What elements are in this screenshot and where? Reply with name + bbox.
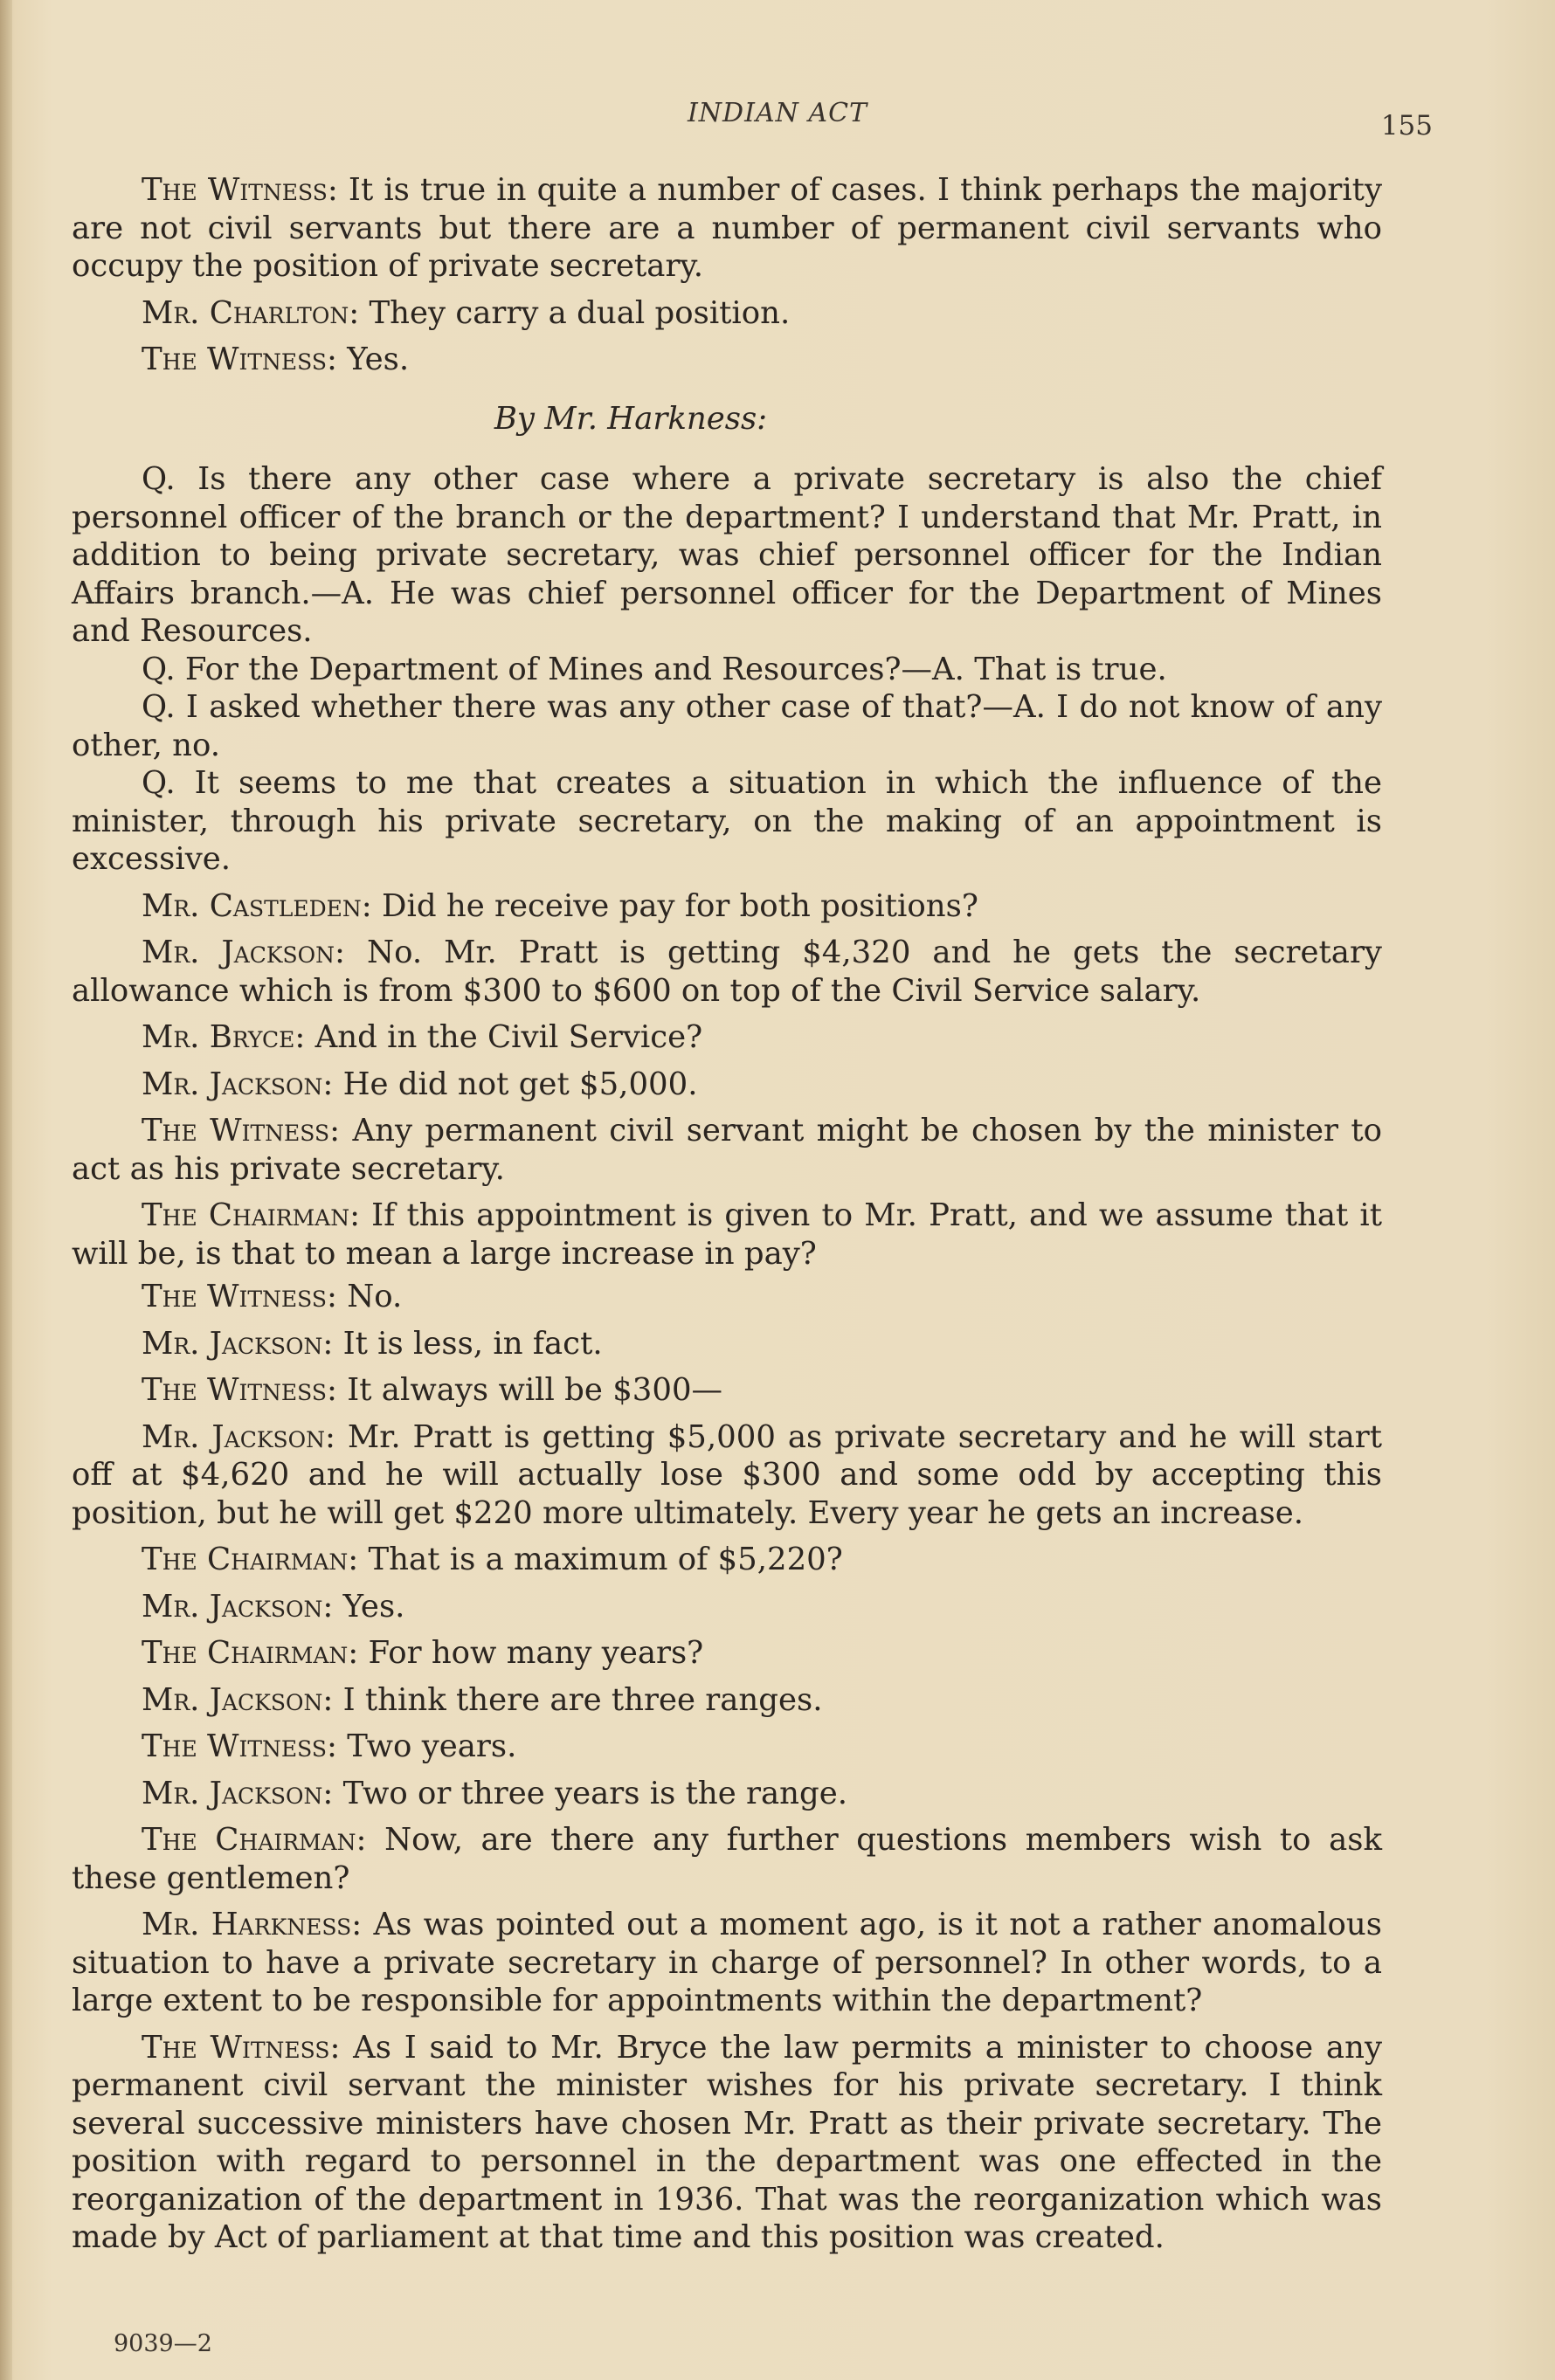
paragraph: [72, 1541, 1382, 1579]
speaker-name: Mr. Jackson:: [142, 1325, 334, 1362]
speaker-name: Mr. Jackson:: [142, 1418, 335, 1455]
paragraph: [72, 1197, 1382, 1273]
paragraph-text: Any permanent civil servant might be chosen by the minister to act as his private secretary.: [72, 1113, 1382, 1187]
paragraph: [72, 341, 1382, 379]
speaker-name: Mr. Jackson:: [142, 1066, 334, 1102]
paragraph: [72, 1066, 1382, 1104]
paragraph: [72, 1634, 1382, 1673]
paragraph: [72, 1588, 1382, 1626]
paragraph-text: It always will be $300—: [336, 1372, 723, 1408]
speaker-name: Mr. Jackson:: [142, 935, 346, 970]
transcript-body: [72, 171, 1382, 2266]
speaker-name: The Witness:: [142, 2029, 341, 2066]
speaker-name: The Chairman:: [142, 1542, 359, 1577]
paragraph: [72, 1371, 1382, 1410]
speaker-name: Mr. Charlton:: [142, 294, 360, 331]
paragraph: [72, 688, 1382, 764]
speaker-name: Mr. Bryce:: [142, 1019, 306, 1055]
paragraph-text: No.: [336, 1279, 403, 1314]
speaker-name: The Witness:: [142, 172, 338, 208]
paragraph-text: As was pointed out a moment ago, is it not a rather anomalous situation to have a private secretary in charge of personnel? In other words, to a large extent to be responsible for appointments within the department?: [72, 1907, 1382, 2018]
speaker-name: Mr. Harkness:: [142, 1907, 363, 1942]
paragraph: [72, 1278, 1382, 1316]
paragraph: [72, 1018, 1382, 1057]
paragraph-text: Did he receive pay for both positions?: [371, 887, 978, 924]
section-heading: By Mr. Harkness:: [494, 400, 768, 437]
paragraph-text: Yes.: [336, 341, 410, 377]
running-title: INDIAN ACT: [687, 98, 868, 128]
paragraph-text: For how many years?: [358, 1635, 704, 1671]
paragraph-text: Two or three years is the range.: [333, 1775, 848, 1811]
speaker-name: Mr. Jackson:: [142, 1588, 334, 1625]
paragraph: [72, 934, 1382, 1010]
paragraph-text: They carry a dual position.: [359, 294, 791, 331]
speaker-name: Mr. Castleden:: [142, 887, 372, 924]
paragraph-text: He did not get $5,000.: [333, 1066, 698, 1102]
paragraph-text: It is true in quite a number of cases. I think perhaps the majority are not civil servants but there are a number of permanent civil servants who occupy the position of private secretary.: [72, 172, 1382, 284]
speaker-name: The Chairman:: [142, 1197, 361, 1233]
paragraph-text: As I said to Mr. Bryce the law permits a minister to choose any permanent civil servant the minister wishes for his private secretary. I think several successive ministers have chosen Mr. Pratt as their private secretary. The position with regard to personnel in the department was one effected in the reorganization of the department in 1936. That was the reorganization which was made by Act of parliament at that time and this position was created.: [72, 2029, 1382, 2255]
paragraph-text: If this appointment is given to Mr. Pratt, and we assume that it will be, is that to mean a large increase in pay?: [72, 1197, 1382, 1272]
paragraph: [72, 1418, 1382, 1533]
paragraph: [72, 1681, 1382, 1720]
paragraph: [72, 294, 1382, 333]
speaker-name: The Witness:: [142, 1113, 341, 1149]
paragraph: [72, 2029, 1382, 2257]
paragraph-text: Mr. Pratt is getting $5,000 as private secretary and he will start off at $4,620 and he will actually lose $300 and some odd by accepting this position, but he will get $220 more ultimately. Every year he gets an increase.: [72, 1418, 1382, 1531]
speaker-name: Mr. Jackson:: [142, 1775, 334, 1811]
paragraph: [72, 764, 1382, 879]
speaker-name: The Witness:: [142, 1372, 337, 1408]
paragraph: [72, 1325, 1382, 1363]
page-header: [0, 98, 1555, 141]
paragraph-text: That is a maximum of $5,220?: [358, 1542, 843, 1577]
paragraph-text: Q. For the Department of Mines and Resources?—A. That is true.: [142, 651, 1167, 687]
paragraph: [72, 171, 1382, 286]
signature-mark: 9039—2: [114, 2330, 212, 2357]
speaker-name: The Witness:: [142, 1728, 337, 1764]
paragraph-text: Q. It seems to me that creates a situation in which the influence of the minister, through his private secretary, on the making of an appointment is excessive.: [72, 765, 1382, 877]
page-edge-shadow: [0, 0, 12, 2380]
paragraph: [72, 1112, 1382, 1188]
paragraph: [72, 1775, 1382, 1813]
paragraph-text: Yes.: [333, 1588, 405, 1625]
paragraph: [72, 460, 1382, 651]
speaker-name: The Chairman:: [142, 1635, 359, 1671]
speaker-name: Mr. Jackson:: [142, 1681, 334, 1718]
paragraph-text: Q. I asked whether there was any other case of that?—A. I do not know of any other, no.: [72, 689, 1382, 763]
speaker-name: The Witness:: [142, 341, 337, 377]
paragraph-text: Q. Is there any other case where a private secretary is also the chief personnel officer of the branch or the department? I understand that Mr. Pratt, in addition to being private secretary, was chief personnel officer for the Indian Affairs branch.—A. He was chief personnel officer for the Department of Mines and Resources.: [72, 461, 1382, 649]
paragraph-text: Now, are there any further questions members wish to ask these gentlemen?: [72, 1822, 1383, 1896]
paragraph: [72, 1728, 1382, 1766]
paragraph-text: No. Mr. Pratt is getting $4,320 and he gets the secretary allowance which is from $300 to $600 on top of the Civil Service salary.: [72, 935, 1382, 1009]
paragraph: [72, 887, 1382, 926]
paragraph: [72, 1821, 1382, 1897]
paragraph-text: Two years.: [336, 1728, 517, 1764]
speaker-name: The Chairman:: [142, 1822, 367, 1858]
paragraph-text: I think there are three ranges.: [333, 1681, 823, 1718]
paragraph-text: And in the Civil Service?: [305, 1019, 703, 1055]
paragraph: [72, 1906, 1382, 2020]
page-number: 155: [1380, 110, 1433, 141]
paragraph: [72, 651, 1382, 689]
speaker-name: The Witness:: [142, 1279, 337, 1314]
paragraph-text: It is less, in fact.: [333, 1325, 603, 1362]
